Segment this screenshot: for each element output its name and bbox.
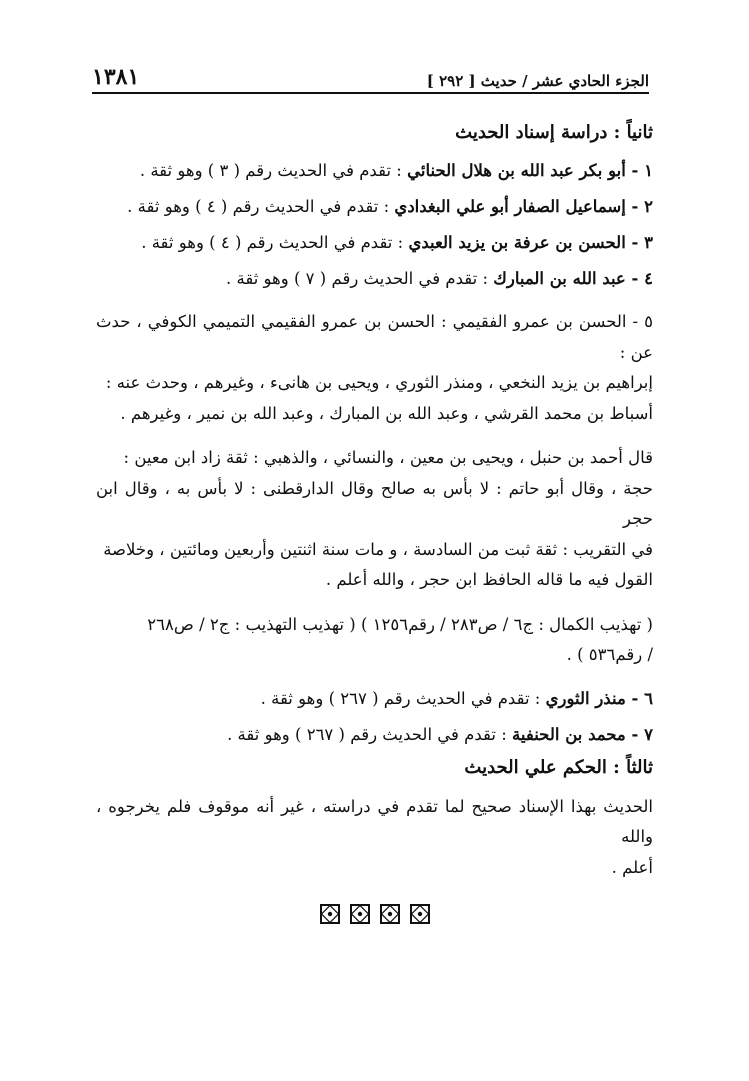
narrator-note: : تقدم في الحديث رقم ( ٤ ) وهو ثقة . xyxy=(127,197,395,216)
narrator-item-6 xyxy=(96,681,653,717)
grading-line: القول فيه ما قاله الحافظ ابن حجر ، والله أعلم . xyxy=(325,570,653,589)
narrator-name: ٣ - الحسن بن عرفة بن يزيد العبدي xyxy=(408,233,653,252)
narrator-item-4 xyxy=(96,261,653,297)
narrator-name: ٤ - عبد الله بن المبارك xyxy=(493,269,653,288)
narrator-note: : تقدم في الحديث رقم ( ٧ ) وهو ثقة . xyxy=(226,269,494,288)
narrator-bio-line: إبراهيم بن يزيد النخعي ، ومنذر الثوري ، ويحيى بن هانىء ، وغيرهم ، وحدث عنه : xyxy=(105,373,653,392)
header-rule xyxy=(92,92,649,94)
narrator-note: : تقدم في الحديث رقم ( ٢٦٧ ) وهو ثقة . xyxy=(260,688,546,708)
narrator-bio-line: : الحسن بن عمرو الفقيمي التميمي الكوفي ، حدث عن : xyxy=(96,312,653,362)
reference-line: ( تهذيب الكمال : ج٦ / ص٢٨٣ / رقم١٢٥٦ ) ( تهذيب التهذيب : ج٢ / ص٢٦٨ xyxy=(147,614,653,634)
grading-line: قال أحمد بن حنبل ، ويحيى بن معين ، والنسائي ، والذهبي : ثقة زاد ابن معين : xyxy=(123,448,653,467)
narrator-name: ٦ - منذر الثوري xyxy=(545,688,653,708)
narrator-note: : تقدم في الحديث رقم ( ٣ ) وهو ثقة . xyxy=(139,161,408,180)
section-heading-ruling: ثالثاً : الحكم علي الحديث xyxy=(464,756,653,778)
narrator-bio-line: أسباط بن محمد القرشي ، وعبد الله بن المبارك ، وعبد الله بن نمير ، وغيرهم . xyxy=(120,403,653,423)
ruling-line: الحديث بهذا الإسناد صحيح لما تقدم في دراسته ، غير أنه موقوف فلم يخرجوه ، والله xyxy=(96,796,653,846)
narrator-item-1 xyxy=(96,153,653,189)
grading-line: حجة ، وقال أبو حاتم : لا بأس به صالح وقال الدارقطنى : لا بأس به ، وقال ابن حجر xyxy=(96,478,653,528)
narrator-item-5 xyxy=(96,307,653,368)
narrator-name: ٢ - إسماعيل الصفار أبو علي البغدادي xyxy=(394,197,653,216)
section-heading-isnad: ثانياً : دراسة إسناد الحديث xyxy=(455,122,653,143)
grading-line: في التقريب : ثقة ثبت من السادسة ، و مات سنة اثنتين وأربعين ومائتين ، وخلاصة xyxy=(103,539,653,559)
ornament-icon xyxy=(320,904,340,924)
narrator-note: : تقدم في الحديث رقم ( ٤ ) وهو ثقة . xyxy=(141,233,409,252)
page-number: ١٣٨١ xyxy=(92,64,140,90)
narrator-name: ٥ - الحسن بن عمرو الفقيمي xyxy=(452,312,654,331)
running-head: الجزء الحادي عشر / حديث [ ٢٩٢ ] xyxy=(426,72,649,90)
narrator-name: ٧ - محمد بن الحنفية xyxy=(512,724,653,744)
reference-line: / رقم٥٣٦ ) . xyxy=(566,645,653,664)
ornament-icon xyxy=(380,904,400,924)
page-content xyxy=(96,118,653,883)
ornament-icon xyxy=(350,904,370,924)
ornament-icon xyxy=(410,904,430,924)
narrator-name: ١ - أبو بكر عبد الله بن هلال الحنائي xyxy=(407,161,653,180)
ruling-line: أعلم . xyxy=(611,857,653,877)
narrator-item-3 xyxy=(96,225,653,261)
ornament-row xyxy=(0,904,749,924)
narrator-item-2 xyxy=(96,189,653,225)
page-header xyxy=(92,58,649,90)
narrator-item-7 xyxy=(96,717,653,753)
narrator-note: : تقدم في الحديث رقم ( ٢٦٧ ) وهو ثقة . xyxy=(227,724,513,744)
